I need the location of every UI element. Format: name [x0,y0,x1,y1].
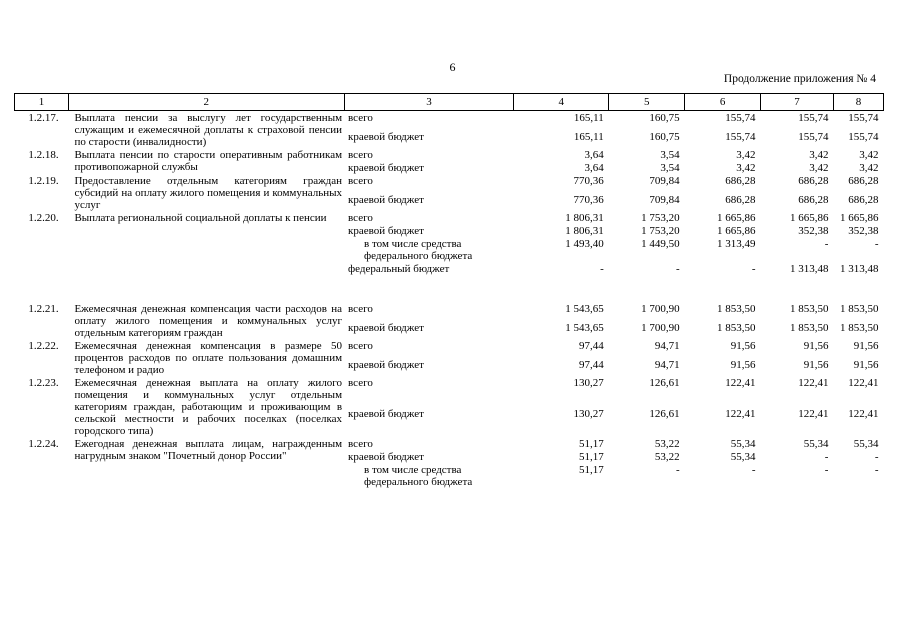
table-row [15,376,884,407]
value-cell: 160,75 [649,112,680,124]
value-cell: 1 806,31 [565,225,604,237]
value-cell: 1 313,48 [840,263,879,275]
funding-source: всего [348,149,373,161]
value-cell: 160,75 [649,130,680,143]
value-cell: 91,56 [853,340,879,352]
value-cell: 770,36 [573,175,604,187]
header-cell: 8 [833,94,883,111]
value-cell: 94,71 [654,340,680,352]
value-cell: 1 853,50 [789,321,829,334]
value-cell: 51,17 [578,438,604,450]
value-cell: 1 665,86 [840,212,879,224]
item-number: 1.2.18. [28,149,59,161]
value-cell: - [824,238,829,250]
table-row [15,148,884,161]
value-cell: 91,56 [803,358,829,371]
value-cell: - [751,263,756,275]
funding-source: краевой бюджет [348,358,424,371]
value-cell: 94,71 [654,358,680,371]
item-name: Ежемесячная денежная компенсация части расходов на оплату жилого помещения и коммунальных услуг отдельным категориям граждан [74,303,343,339]
value-cell: - [751,464,756,476]
funding-source: всего [348,112,373,124]
item-number: 1.2.23. [28,377,59,389]
item-name: Ежемесячная денежная компенсация в размере 50 процентов расходов по оплате пользования домашним телефоном и радио [74,340,343,376]
funding-source: всего [348,340,373,352]
value-cell: 155,74 [725,130,756,143]
value-cell: 770,36 [573,193,604,206]
funding-source: краевой бюджет [348,225,424,237]
item-name: Выплата пенсии по старости оперативным работникам противопожарной службы [74,149,343,173]
value-cell: 1 753,20 [641,225,680,237]
funding-source: краевой бюджет [348,407,424,420]
funding-source: всего [348,175,373,187]
value-cell: 51,17 [578,464,604,476]
item-name: Ежегодная денежная выплата лицам, награжденным нагрудным знаком "Почетный донор России" [74,438,343,462]
value-cell: 1 543,65 [565,303,604,315]
budget-table [14,93,884,488]
value-cell: 53,22 [654,438,680,450]
table-row [15,339,884,358]
header-cell: 6 [685,94,761,111]
value-cell: 155,74 [725,112,756,124]
funding-source: краевой бюджет [348,451,424,463]
header-cell: 1 [15,94,69,111]
item-name: Предоставление отдельным категориям граждан субсидий на оплату жилого помещения и коммунальных услуг [74,175,343,211]
item-number: 1.2.24. [28,438,59,450]
funding-source: краевой бюджет [348,193,424,206]
funding-source: всего [348,438,373,450]
value-cell: 709,84 [649,175,680,187]
value-cell: 1 665,86 [789,212,829,224]
value-cell: 122,41 [725,377,756,389]
value-cell: 686,28 [798,175,829,187]
value-cell: 1 313,48 [789,263,829,275]
value-cell: - [824,451,829,463]
value-cell: 155,74 [848,112,879,124]
item-name: Ежемесячная денежная выплата на оплату жилого помещения и коммунальных услуг отдельным категориям граждан, работающим и проживающим в сельской местности и рабочих поселках (поселках городского типа) [74,377,343,437]
value-cell: 1 700,90 [641,303,680,315]
value-cell: 1 753,20 [641,212,680,224]
value-cell: 55,34 [803,438,829,450]
funding-source: краевой бюджет [348,321,424,334]
value-cell: 1 665,86 [717,212,756,224]
value-cell: 1 853,50 [840,303,879,315]
value-cell: - [874,238,879,250]
table-row [15,174,884,193]
value-cell: - [675,464,680,476]
value-cell: - [600,263,604,275]
header-cell: 2 [68,94,344,111]
value-cell: 53,22 [654,451,680,463]
value-cell: 91,56 [730,358,756,371]
header-cell: 3 [344,94,514,111]
value-cell: - [874,464,879,476]
value-cell: 352,38 [848,225,879,237]
value-cell: - [874,451,879,463]
funding-source: федеральный бюджет [348,263,450,275]
value-cell: 686,28 [798,193,829,206]
table-row [15,437,884,450]
value-cell: 122,41 [848,377,879,389]
value-cell: 126,61 [649,377,680,389]
header-row [15,94,884,111]
value-cell: 91,56 [853,358,879,371]
spacer-row [15,275,884,302]
value-cell: 3,64 [584,149,604,161]
value-cell: 3,42 [809,149,829,161]
spacer-cell [15,275,884,302]
value-cell: 1 449,50 [641,238,680,250]
item-name: Выплата региональной социальной доплаты к пенсии [74,212,327,224]
value-cell: 130,27 [573,407,604,420]
table-body [15,111,884,489]
value-cell: 122,41 [848,407,879,420]
value-cell: 97,44 [578,340,604,352]
value-cell: 55,34 [853,438,879,450]
value-cell: 3,42 [859,162,879,174]
value-cell: 1 665,86 [717,225,756,237]
value-cell: 97,44 [578,358,604,371]
value-cell: 1 853,50 [840,321,879,334]
header-cell: 5 [609,94,685,111]
funding-source: краевой бюджет [348,130,424,143]
value-cell: 3,42 [736,162,756,174]
value-cell: 686,28 [725,175,756,187]
value-cell: 1 853,50 [717,303,756,315]
value-cell: 686,28 [848,193,879,206]
value-cell: 1 493,40 [565,238,604,250]
item-number: 1.2.21. [28,303,59,315]
value-cell: 1 853,50 [789,303,829,315]
value-cell: 51,17 [578,451,604,463]
value-cell: 122,41 [798,377,829,389]
funding-source: в том числе средства федерального бюджета [364,464,473,488]
value-cell: 352,38 [798,225,829,237]
funding-source: краевой бюджет [348,162,424,174]
value-cell: 155,74 [798,112,829,124]
value-cell: 686,28 [848,175,879,187]
value-cell: 3,42 [809,162,829,174]
value-cell: 130,27 [573,377,604,389]
value-cell: 1 313,49 [717,238,756,250]
value-cell: 3,42 [859,149,879,161]
value-cell: 55,34 [730,451,756,463]
table-row [15,111,884,130]
item-number: 1.2.22. [28,340,59,352]
value-cell: 155,74 [798,130,829,143]
value-cell: 122,41 [798,407,829,420]
continuation-note: Продолжение приложения № 4 [723,73,876,85]
value-cell: 126,61 [649,407,680,420]
value-cell: 155,74 [848,130,879,143]
value-cell: 91,56 [730,340,756,352]
header-cell: 4 [514,94,609,111]
value-cell: 165,11 [573,112,604,124]
item-number: 1.2.19. [28,175,59,187]
value-cell: 91,56 [803,340,829,352]
table-row [15,302,884,321]
value-cell: 3,42 [736,149,756,161]
funding-source: всего [348,377,373,389]
value-cell: 1 853,50 [717,321,756,334]
value-cell: 3,54 [660,162,680,174]
header-cell: 7 [761,94,834,111]
item-number: 1.2.17. [28,112,59,124]
funding-source: всего [348,303,373,315]
value-cell: 1 700,90 [641,321,680,334]
value-cell: 3,54 [660,149,680,161]
value-cell: - [824,464,829,476]
funding-source: в том числе средства федерального бюджета [364,238,473,262]
value-cell: 686,28 [725,193,756,206]
page-number: 6 [449,60,456,74]
value-cell: 1 543,65 [565,321,604,334]
table-row [15,211,884,224]
value-cell: 709,84 [649,193,680,206]
value-cell: 122,41 [725,407,756,420]
value-cell: - [675,263,680,275]
value-cell: 3,64 [584,162,604,174]
funding-source: всего [348,212,373,224]
item-number: 1.2.20. [28,212,59,224]
item-name: Выплата пенсии за выслугу лет государственным служащим и ежемесячной доплаты к страховой пенсии по старости (инвалидности) [74,112,343,148]
value-cell: 1 806,31 [565,212,604,224]
value-cell: 55,34 [730,438,756,450]
value-cell: 165,11 [573,130,604,143]
